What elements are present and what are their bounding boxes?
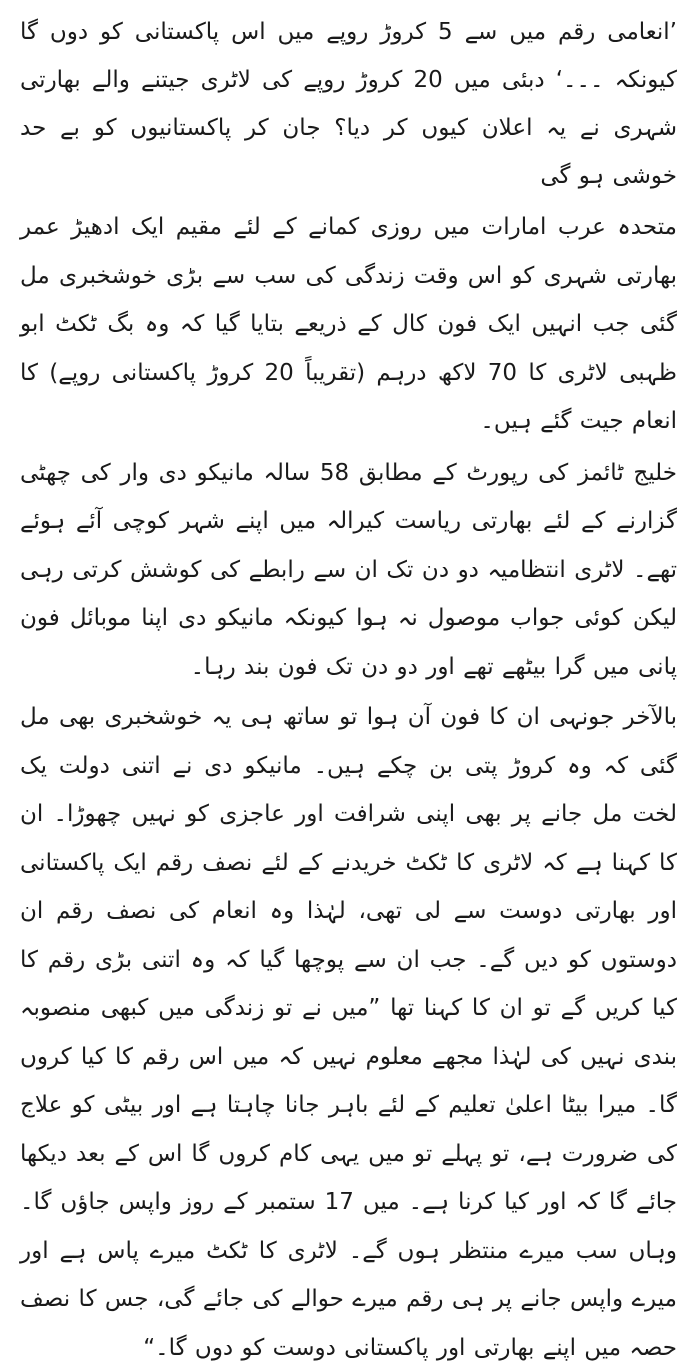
article-headline: ’انعامی رقم میں سے 5 کروڑ روپے میں اس پاکستانی کو دوں گا کیونکہ ۔۔۔‘ دبئی میں 20 کروڑ روپے کی لاٹری جیتنے والے بھارتی شہری نے یہ اعلان کیوں کر دیا؟ جان کر پاکستانیوں کو بے حد خوشی ہو گی [20, 19, 677, 189]
article-paragraph-3: بالآخر جونہی ان کا فون آن ہوا تو ساتھ ہی یہ خوشخبری بھی مل گئی کہ وہ کروڑ پتی بن چکے ہیں۔ مانیکو دی نے اتنی دولت یک لخت مل جانے پر بھی اپنی شرافت اور عاجزی کو نہیں چھوڑا۔ ان کا کہنا ہے کہ لاٹری کا ٹکٹ خریدنے کے لئے نصف رقم ایک پاکستانی اور بھارتی دوست سے لی تھی، لہٰذا وہ انعام کی نصف رقم ان دوستوں کو دیں گے۔ جب ان سے پوچھا گیا کہ وہ اتنی بڑی رقم کا کیا کریں گے تو ان کا کہنا تھا ”میں نے تو زندگی میں کبھی منصوبہ بندی نہیں کی لہٰذا مجھے معلوم نہیں کہ میں اس رقم کا کیا کروں گا۔ میرا بیٹا اعلیٰ تعلیم کے لئے باہر جانا چاہتا ہے اور بیٹی کو علاج کی ضرورت ہے، تو پہلے تو میں یہی کام کروں گا اس کے بعد دیکھا جائے گا کہ اور کیا کرنا ہے۔ میں 17 ستمبر کے روز واپس جاؤں گا۔ وہاں سب میرے منتظر ہوں گے۔ لاٹری کا ٹکٹ میرے پاس ہے اور میرے واپس جانے پر ہی رقم میرے حوالے کی جائے گی، جس کا نصف حصہ میں اپنے بھارتی اور پاکستانی دوست کو دوں گا۔“ [20, 704, 678, 1361]
article-paragraph-2: خلیج ٹائمز کی رپورٹ کے مطابق 58 سالہ مانیکو دی وار کی چھٹی گزارنے کے لئے بھارتی ریاست کیرالہ میں اپنے شہر کوچی آئے ہوئے تھے۔ لاٹری انتظامیہ دو دن تک ان سے رابطے کی کوشش کرتی رہی لیکن کوئی جواب موصول نہ ہوا کیونکہ مانیکو دی اپنا موبائل فون پانی میں گرا بیٹھے تھے اور دو دن تک فون بند رہا۔ [20, 459, 677, 680]
article-paragraph-1: متحدہ عرب امارات میں روزی کمانے کے لئے مقیم ایک ادھیڑ عمر بھارتی شہری کو اس وقت زندگی کی سب سے بڑی خوشخبری مل گئی جب انہیں ایک فون کال کے ذریعے بتایا گیا کہ وہ بگ ٹکٹ ابو ظہبی لاٹری کا 70 لاکھ درہم (تقریباً 20 کروڑ پاکستانی روپے) کا انعام جیت گئے ہیں۔ [20, 214, 677, 434]
